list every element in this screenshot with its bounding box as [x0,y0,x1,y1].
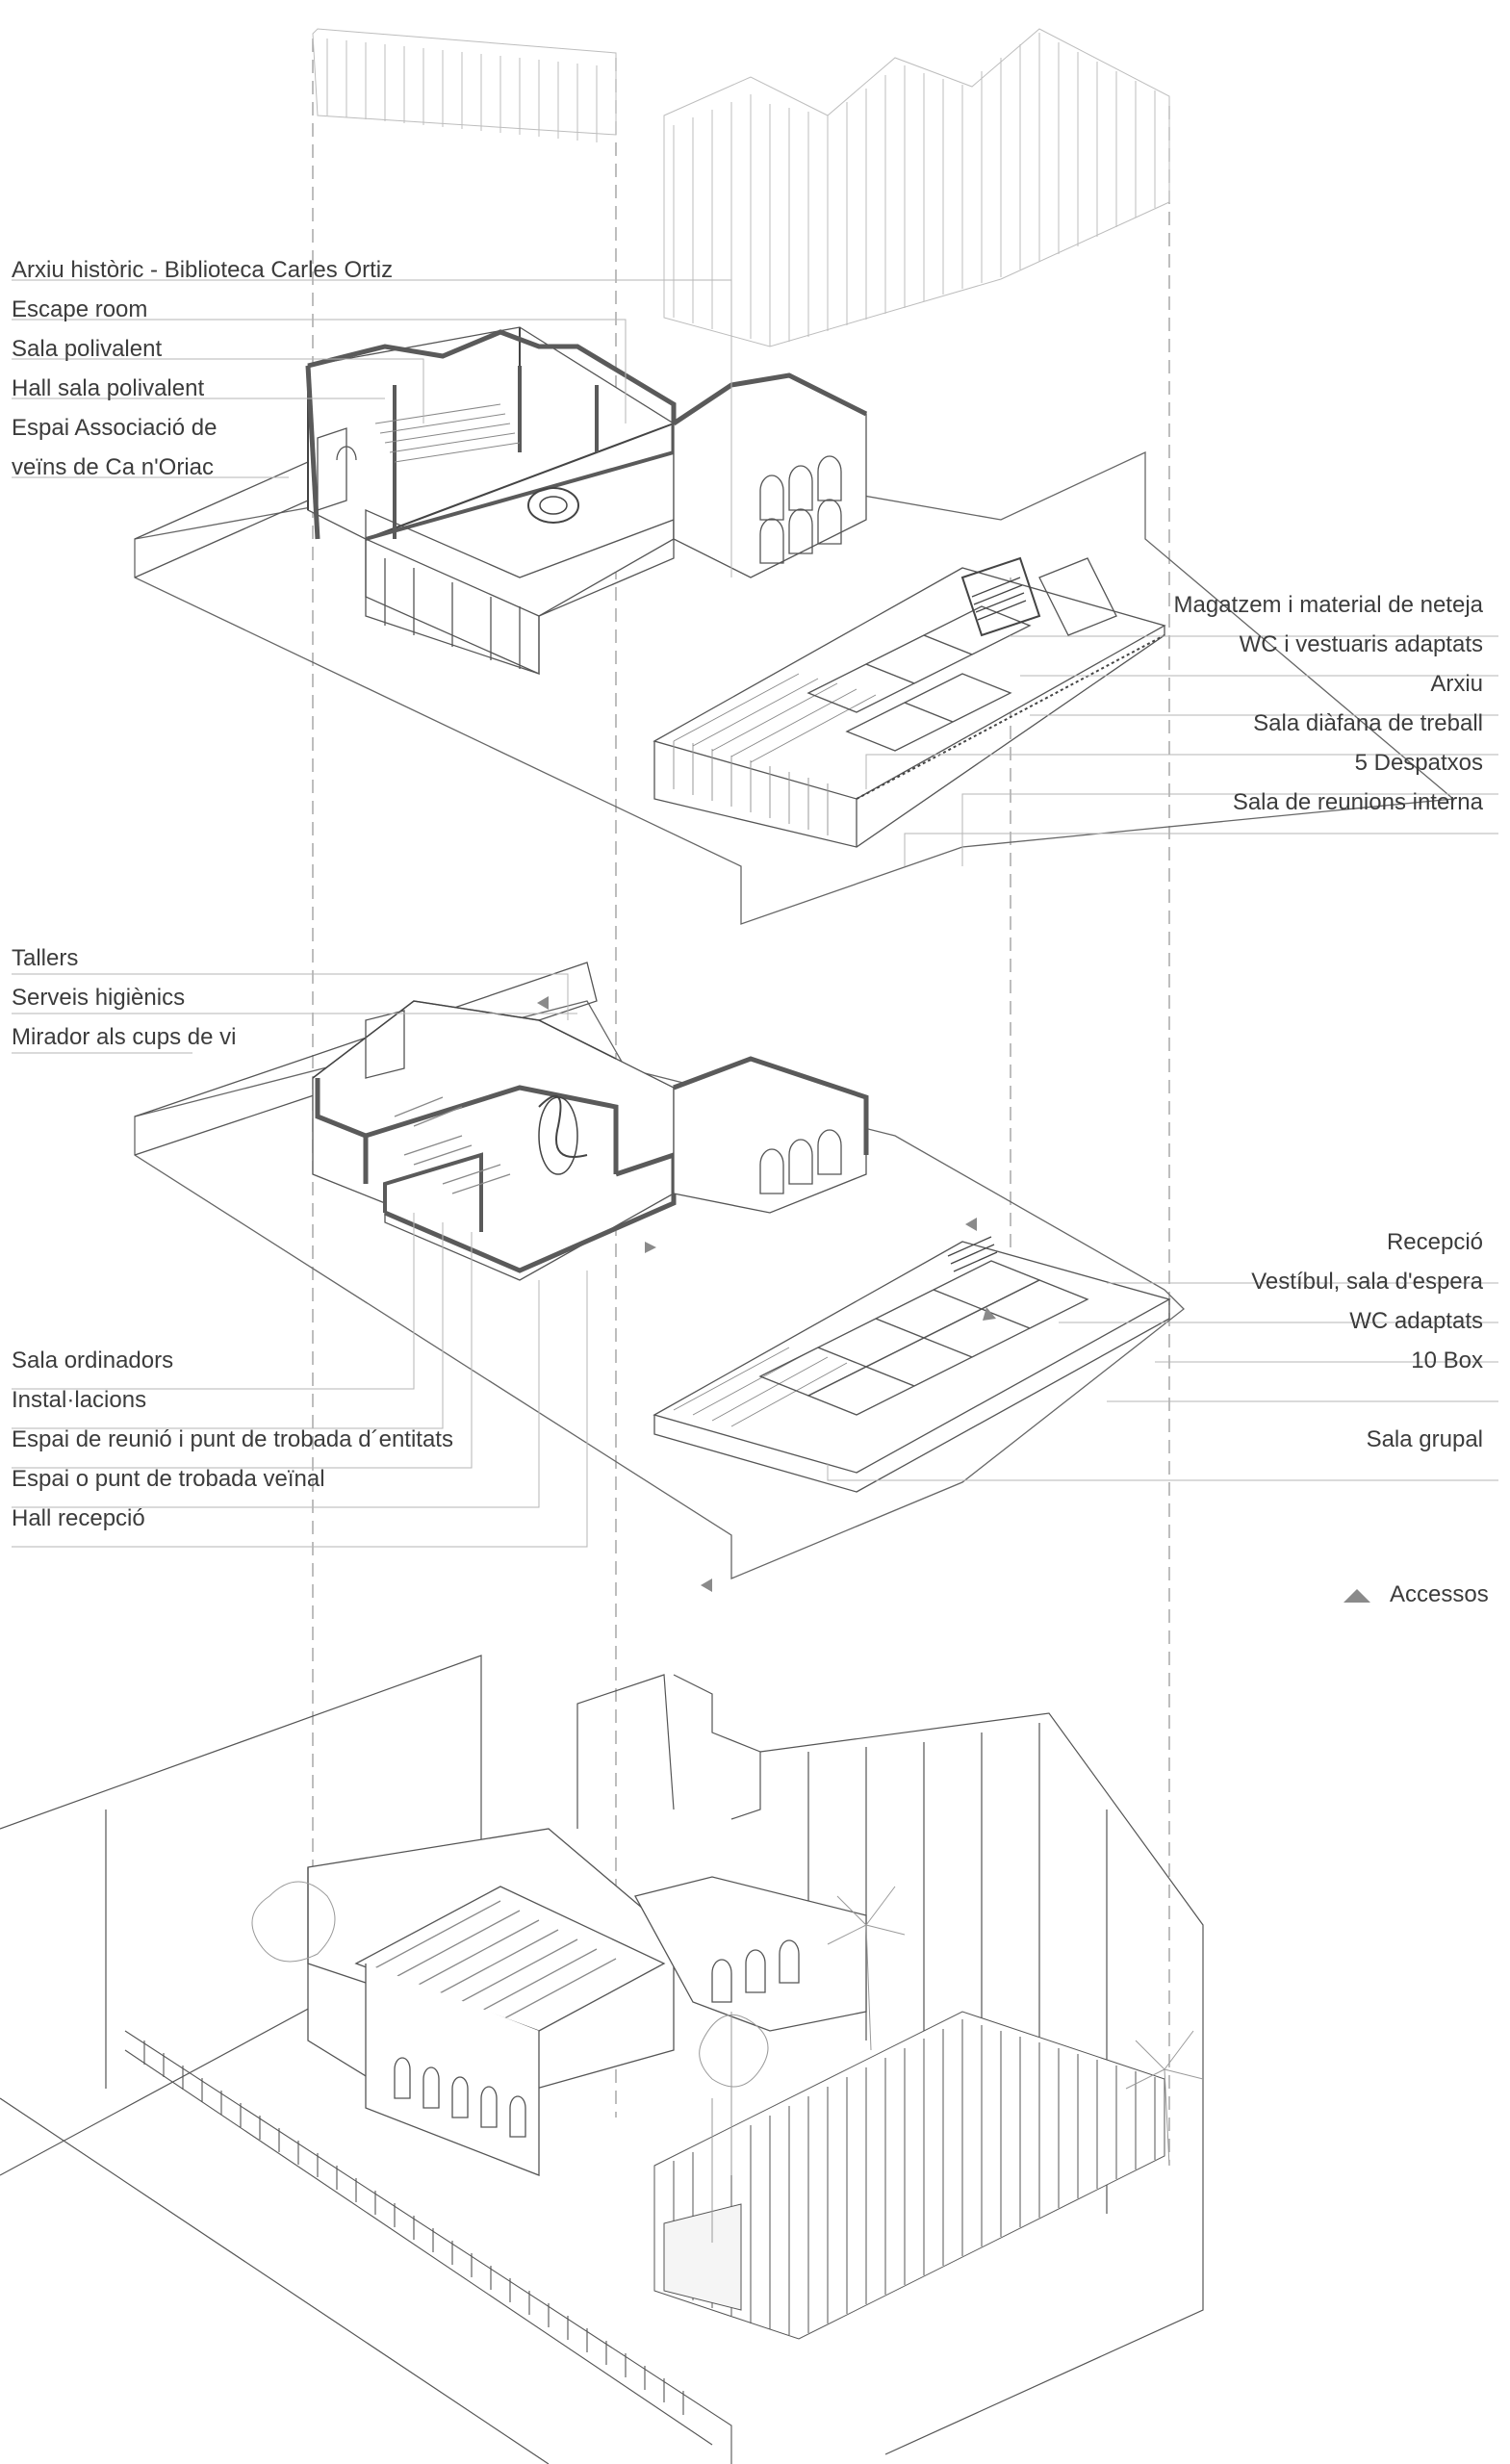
label-arxiu: Arxiu [1430,671,1483,697]
label-sala-ordinadors: Sala ordinadors [12,1348,174,1373]
label-veins-ca-noriac: veïns de Ca n'Oriac [12,454,215,480]
label-sala-diafana: Sala diàfana de treball [1253,710,1483,736]
ground-new-building [654,1237,1169,1492]
label-sala-grupal: Sala grupal [1366,1426,1483,1452]
label-hall-recepcio: Hall recepció [12,1505,145,1531]
legend-accessos-label: Accessos [1390,1581,1489,1607]
label-magatzem: Magatzem i material de neteja [1173,592,1483,618]
ground-floor-right-labels [1251,1222,1483,1459]
upper-floor-right-labels [1174,585,1484,822]
label-wc-vestuaris: WC i vestuaris adaptats [1239,631,1483,657]
label-arxiu-historic: Arxiu històric - Biblioteca Carles Ortiz [12,257,394,283]
label-recepcio: Recepció [1386,1229,1483,1255]
upper-roof-slats-left [313,29,616,142]
label-spacer [1251,1380,1483,1420]
label-tallers: Tallers [12,945,79,971]
upper-new-building [654,558,1164,847]
upper-floor-left-labels [12,250,393,487]
label-sala-polivalent: Sala polivalent [12,336,163,362]
ground-floor-left-top-labels [12,938,236,1057]
label-serveis-higienics: Serveis higiènics [12,985,186,1011]
legend [1344,1581,1489,1608]
label-vestibul: Vestíbul, sala d'espera [1251,1269,1483,1295]
label-5-despatxos: 5 Despatxos [1354,750,1483,776]
label-espai-reunio: Espai de reunió i punt de trobada d´entitats [12,1426,453,1452]
label-installacions: Instal·lacions [12,1387,147,1413]
label-10-box: 10 Box [1411,1348,1483,1373]
label-hall-sala-polivalent: Hall sala polivalent [12,375,205,401]
triangle-access-icon [1344,1589,1370,1603]
label-punt-trobada-veinal: Espai o punt de trobada veïnal [12,1466,325,1492]
label-escape-room: Escape room [12,296,148,322]
label-espai-associacio: Espai Associació de [12,415,218,441]
ground-floor-left-bottom-labels [12,1341,453,1538]
label-wc-adaptats: WC adaptats [1349,1308,1483,1334]
label-mirador: Mirador als cups de vi [12,1024,237,1050]
label-sala-reunions: Sala de reunions interna [1232,789,1483,815]
upper-roof-slats-right [664,29,1169,346]
